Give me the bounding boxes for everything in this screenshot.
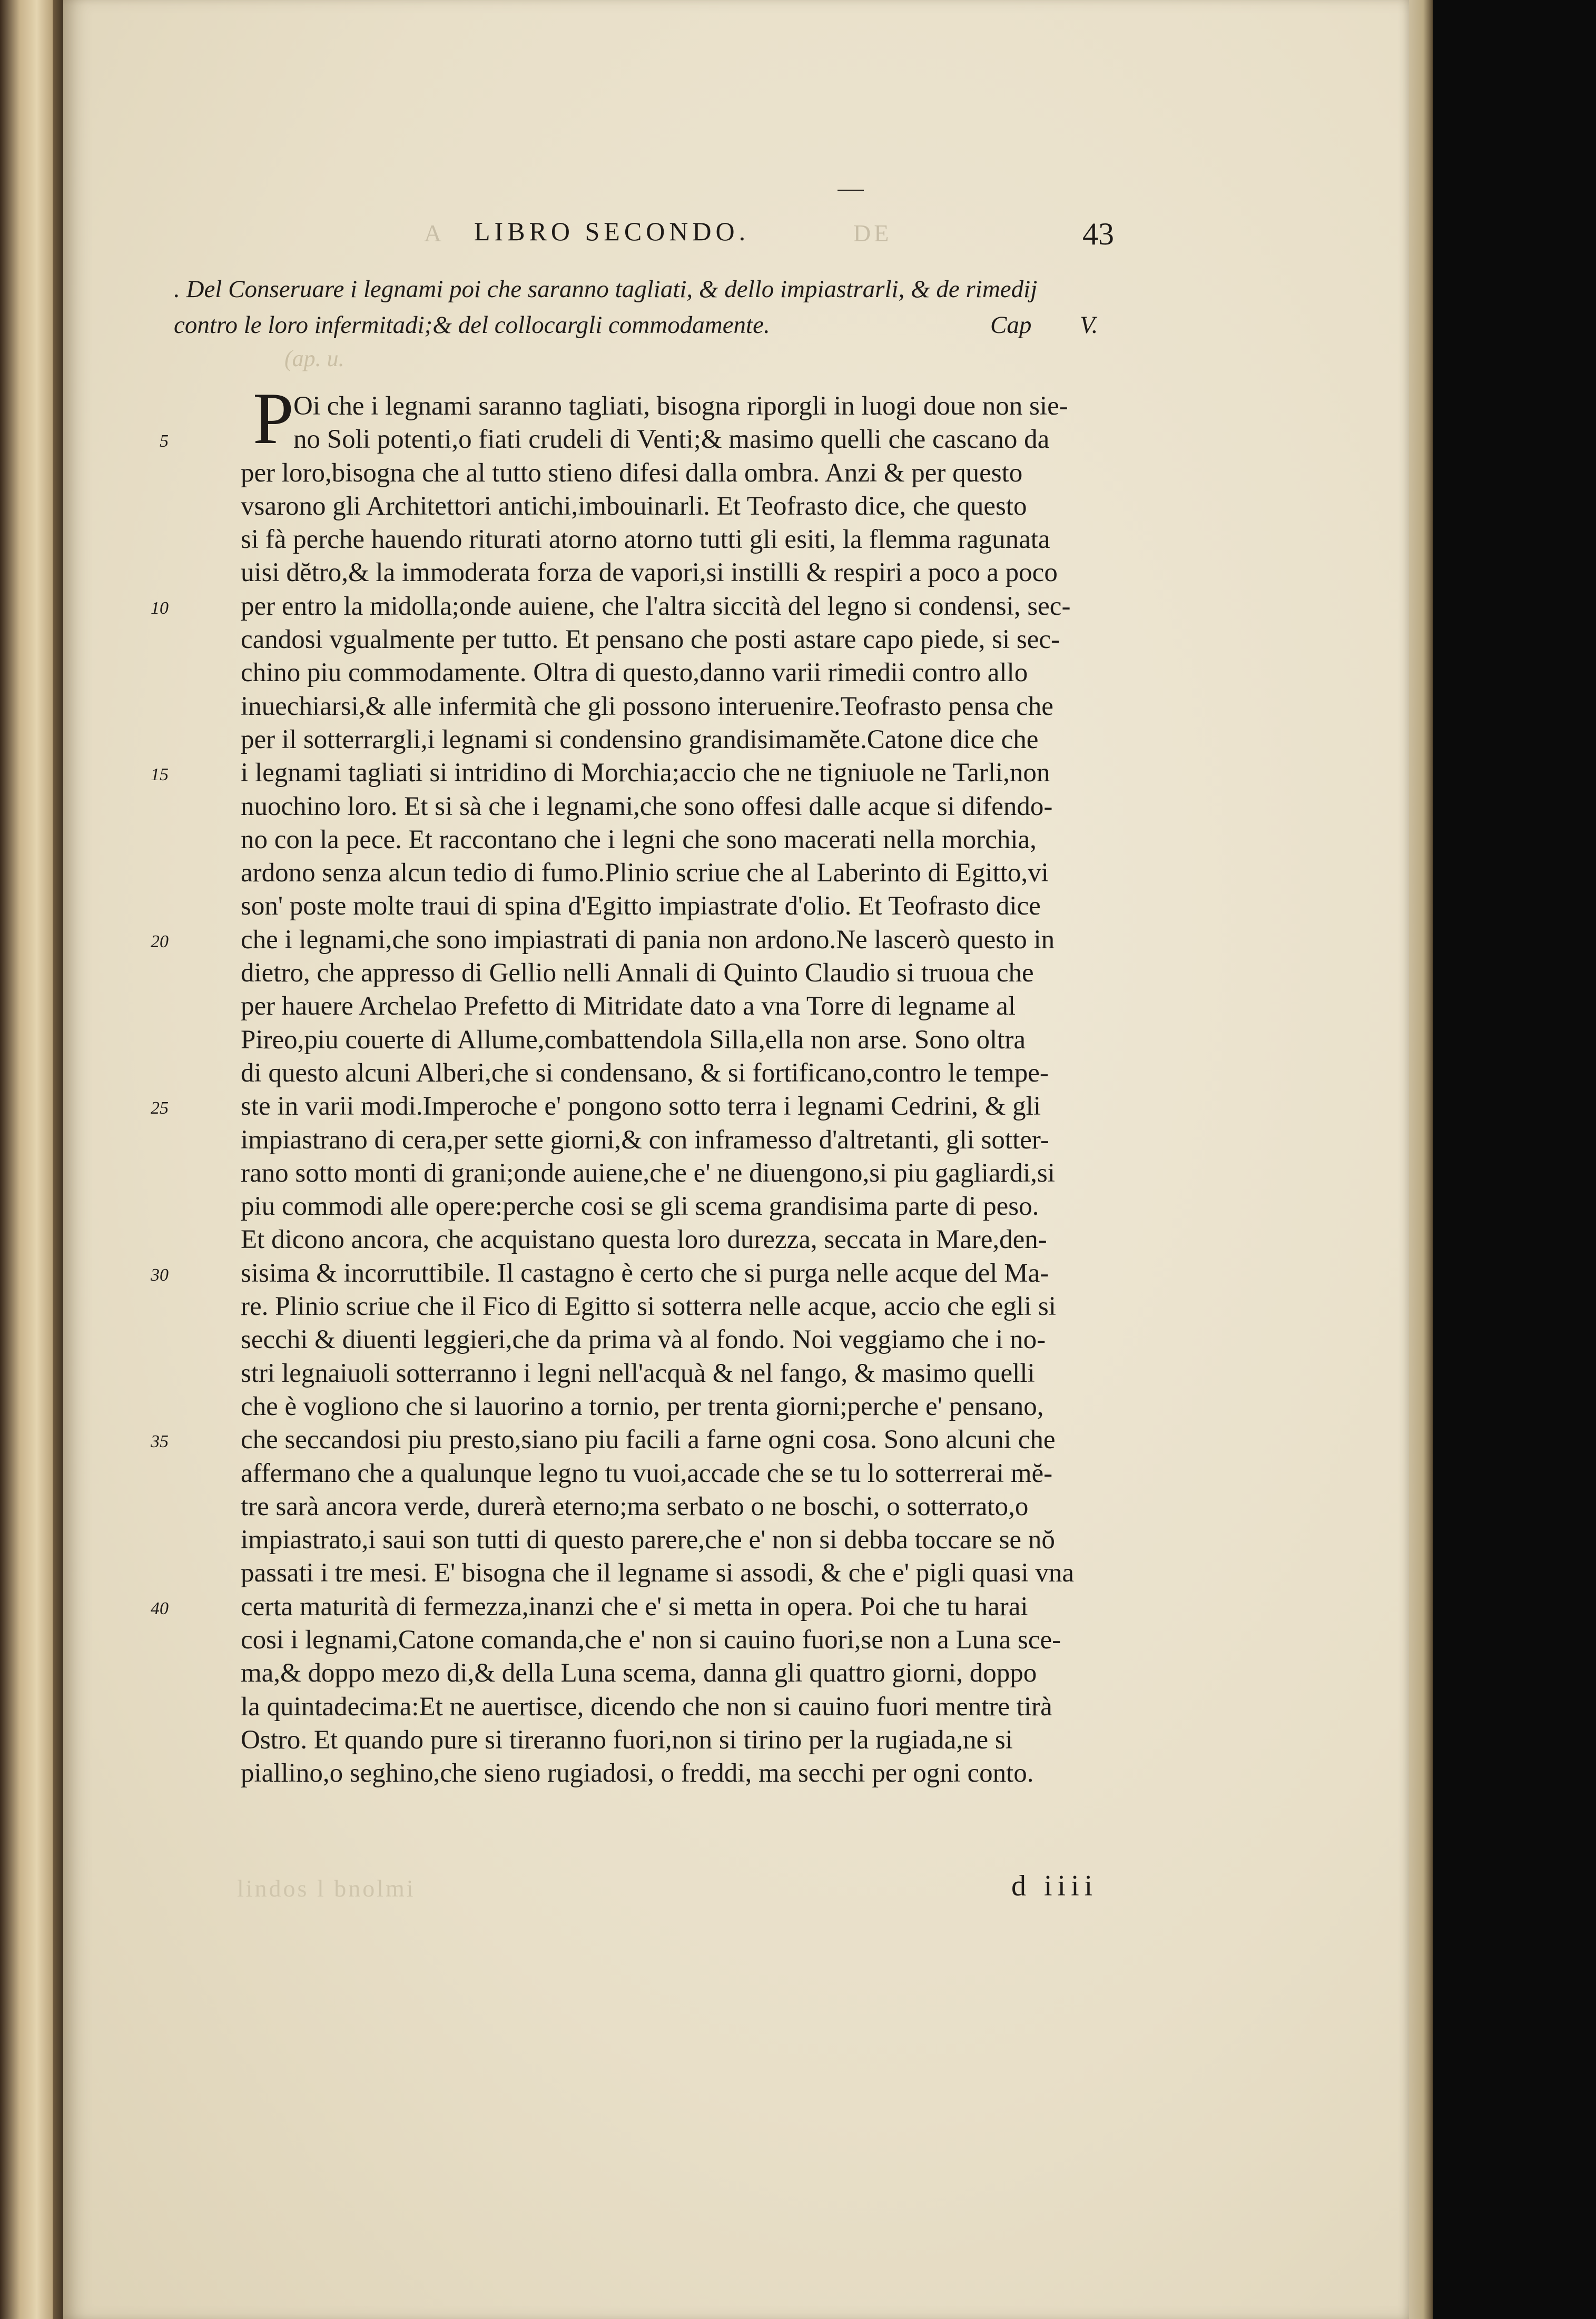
chapter-label: Cap: [990, 311, 1032, 339]
text-line: Ostro. Et quando pure si tireranno fuori,non si tirino per la rugiada,ne si: [241, 1725, 1013, 1755]
text-line: che seccandosi piu presto,siano piu facili a farne ogni cosa. Sono alcuni che: [241, 1425, 1056, 1455]
text-line: dietro, che appresso di Gellio nelli Annali di Quinto Claudio si truoua che: [241, 958, 1034, 988]
text-line: impiastrano di cera,per sette giorni,& con inframesso d'altretanti, gli sotter-: [241, 1125, 1049, 1155]
top-rule-mark: [838, 190, 864, 191]
text-line: piallino,o seghino,che sieno rugiadosi, o freddi, ma secchi per ogni conto.: [241, 1758, 1034, 1789]
chapter-heading: [174, 271, 1190, 343]
text-line: si fà perche hauendo riturati atorno atorno tutti gli esiti, la flemma ragunata: [241, 525, 1050, 555]
book-page: [63, 0, 1409, 2319]
text-line: per hauere Archelao Prefetto di Mitridate dato a vna Torre di legname al: [241, 991, 1016, 1021]
text-line: stri legnaiuoli sotterranno i legni nell'acquà & nel fango, & masimo quelli: [241, 1358, 1035, 1388]
line-number: 5: [160, 431, 169, 451]
line-number: 20: [151, 931, 169, 951]
line-number: 35: [151, 1432, 169, 1452]
text-line: ste in varii modi.Imperoche e' pongono sotto terra i legnami Cedrini, & gli: [241, 1092, 1041, 1122]
drop-cap: P: [253, 378, 294, 459]
text-line: che i legnami,che sono impiastrati di pania non ardono.Ne lascerò questo in: [241, 925, 1055, 955]
chapter-heading-line: contro le loro infermitadi;& del collocargli commodamente.: [174, 311, 770, 339]
bleed-through-text: lindos l bnolmi: [237, 1875, 416, 1902]
text-line: ardono senza alcun tedio di fumo.Plinio scriue che al Laberinto di Egitto,vi: [241, 858, 1049, 888]
text-line: per loro,bisogna che al tutto stieno difesi dalla ombra. Anzi & per questo: [241, 458, 1023, 488]
line-number-margin: [63, 0, 169, 2319]
text-line: vsarono gli Architettori antichi,imbouinarli. Et Teofrasto dice, che questo: [241, 491, 1027, 521]
text-line: rano sotto monti di grani;onde auiene,che e' ne diuengono,si piu gagliardi,si: [241, 1158, 1055, 1188]
text-line: per entro la midolla;onde auiene, che l'altra siccità del legno si condensi, sec-: [241, 591, 1071, 621]
line-number: 25: [151, 1098, 169, 1118]
page-edge: [1409, 0, 1433, 2319]
text-line: Pireo,piu couerte di Allume,combattendola Silla,ella non arse. Sono oltra: [241, 1025, 1026, 1055]
chapter-number: V.: [1080, 311, 1098, 339]
text-line: uisi dĕtro,& la immoderata forza de vapori,si instilli & respiri a poco a poco: [241, 558, 1058, 588]
text-line: piu commodi alle opere:perche cosi se gli scema grandisima parte di peso.: [241, 1192, 1039, 1222]
line-number: 30: [151, 1265, 169, 1285]
text-line: inuechiarsi,& alle infermità che gli possono interuenire.Teofrasto pensa che: [241, 691, 1053, 721]
text-line: passati i tre mesi. E' bisogna che il legname si assodi, & che e' pigli quasi vna: [241, 1558, 1075, 1588]
facing-page-edge: [0, 0, 53, 2319]
text-line: Oi che i legnami saranno tagliati, bisogna riporgli in luogi doue non sie-: [293, 391, 1068, 421]
text-line: che è vogliono che si lauorino a tornio, per trenta giorni;perche e' pensano,: [241, 1391, 1044, 1421]
text-line: i legnami tagliati si intridino di Morchia;accio che ne tigniuole ne Tarli,non: [241, 758, 1050, 788]
signature-mark: d iiii: [1011, 1870, 1098, 1902]
bleed-through-text: DE: [853, 220, 892, 247]
text-line: per il sotterrargli,i legnami si condensino grandisimamĕte.Catone dice che: [241, 724, 1039, 754]
text-line: tre sarà ancora verde, durerà eterno;ma serbato o ne boschi, o sotterrato,o: [241, 1491, 1029, 1521]
page-header: [63, 216, 1409, 263]
body-text: [241, 390, 1236, 1790]
text-line: chino piu commodamente. Oltra di questo,danno varii rimedii contro allo: [241, 658, 1028, 688]
text-line: no Soli potenti,o fiati crudeli di Venti;& masimo quelli che cascano da: [293, 425, 1050, 455]
text-line: di questo alcuni Alberi,che si condensano, & si fortificano,contro le tempe-: [241, 1058, 1049, 1088]
text-line: secchi & diuenti leggieri,che da prima và al fondo. Noi veggiamo che i no-: [241, 1325, 1046, 1355]
page-number: 43: [1082, 217, 1114, 251]
text-line: nuochino loro. Et si sà che i legnami,che sono offesi dalle acque si difendo-: [241, 791, 1053, 821]
text-line: cosi i legnami,Catone comanda,che e' non si cauino fuori,se non a Luna sce-: [241, 1625, 1061, 1655]
text-line: sisima & incorruttibile. Il castagno è certo che si purga nelle acque del Ma-: [241, 1258, 1049, 1288]
line-number: 15: [151, 765, 169, 785]
text-line: affermano che a qualunque legno tu vuoi,accade che se tu lo sotterrerai mĕ-: [241, 1458, 1053, 1488]
text-line: candosi vgualmente per tutto. Et pensano che posti astare capo piede, si sec-: [241, 625, 1060, 655]
text-line: impiastrato,i saui son tutti di questo parere,che e' non si debba toccare se nŏ: [241, 1525, 1055, 1555]
text-line: Et dicono ancora, che acquistano questa loro durezza, seccata in Mare,den-: [241, 1225, 1047, 1255]
text-line: ma,& doppo mezo di,& della Luna scema, danna gli quattro giorni, doppo: [241, 1658, 1037, 1688]
bleed-through-text: A: [424, 220, 445, 247]
text-line: certa maturità di fermezza,inanzi che e' si metta in opera. Poi che tu harai: [241, 1591, 1028, 1622]
text-line: no con la pece. Et raccontano che i legni che sono macerati nella morchia,: [241, 824, 1037, 854]
text-line: son' poste molte traui di spina d'Egitto impiastrate d'olio. Et Teofrasto dice: [241, 891, 1041, 921]
chapter-heading-line: . Del Conseruare i legnami poi che saranno tagliati, & dello impiastrarli, & de rimedij: [174, 276, 1038, 303]
line-number: 10: [151, 598, 169, 618]
text-line: re. Plinio scriue che il Fico di Egitto si sotterra nelle acque, accio che egli si: [241, 1292, 1056, 1322]
running-head: LIBRO SECONDO.: [474, 217, 750, 246]
text-line: la quintadecima:Et ne auertisce, dicendo che non si cauino fuori mentre tirà: [241, 1692, 1052, 1722]
faint-annotation: (ap. u.: [284, 346, 344, 371]
line-number: 40: [151, 1598, 169, 1618]
